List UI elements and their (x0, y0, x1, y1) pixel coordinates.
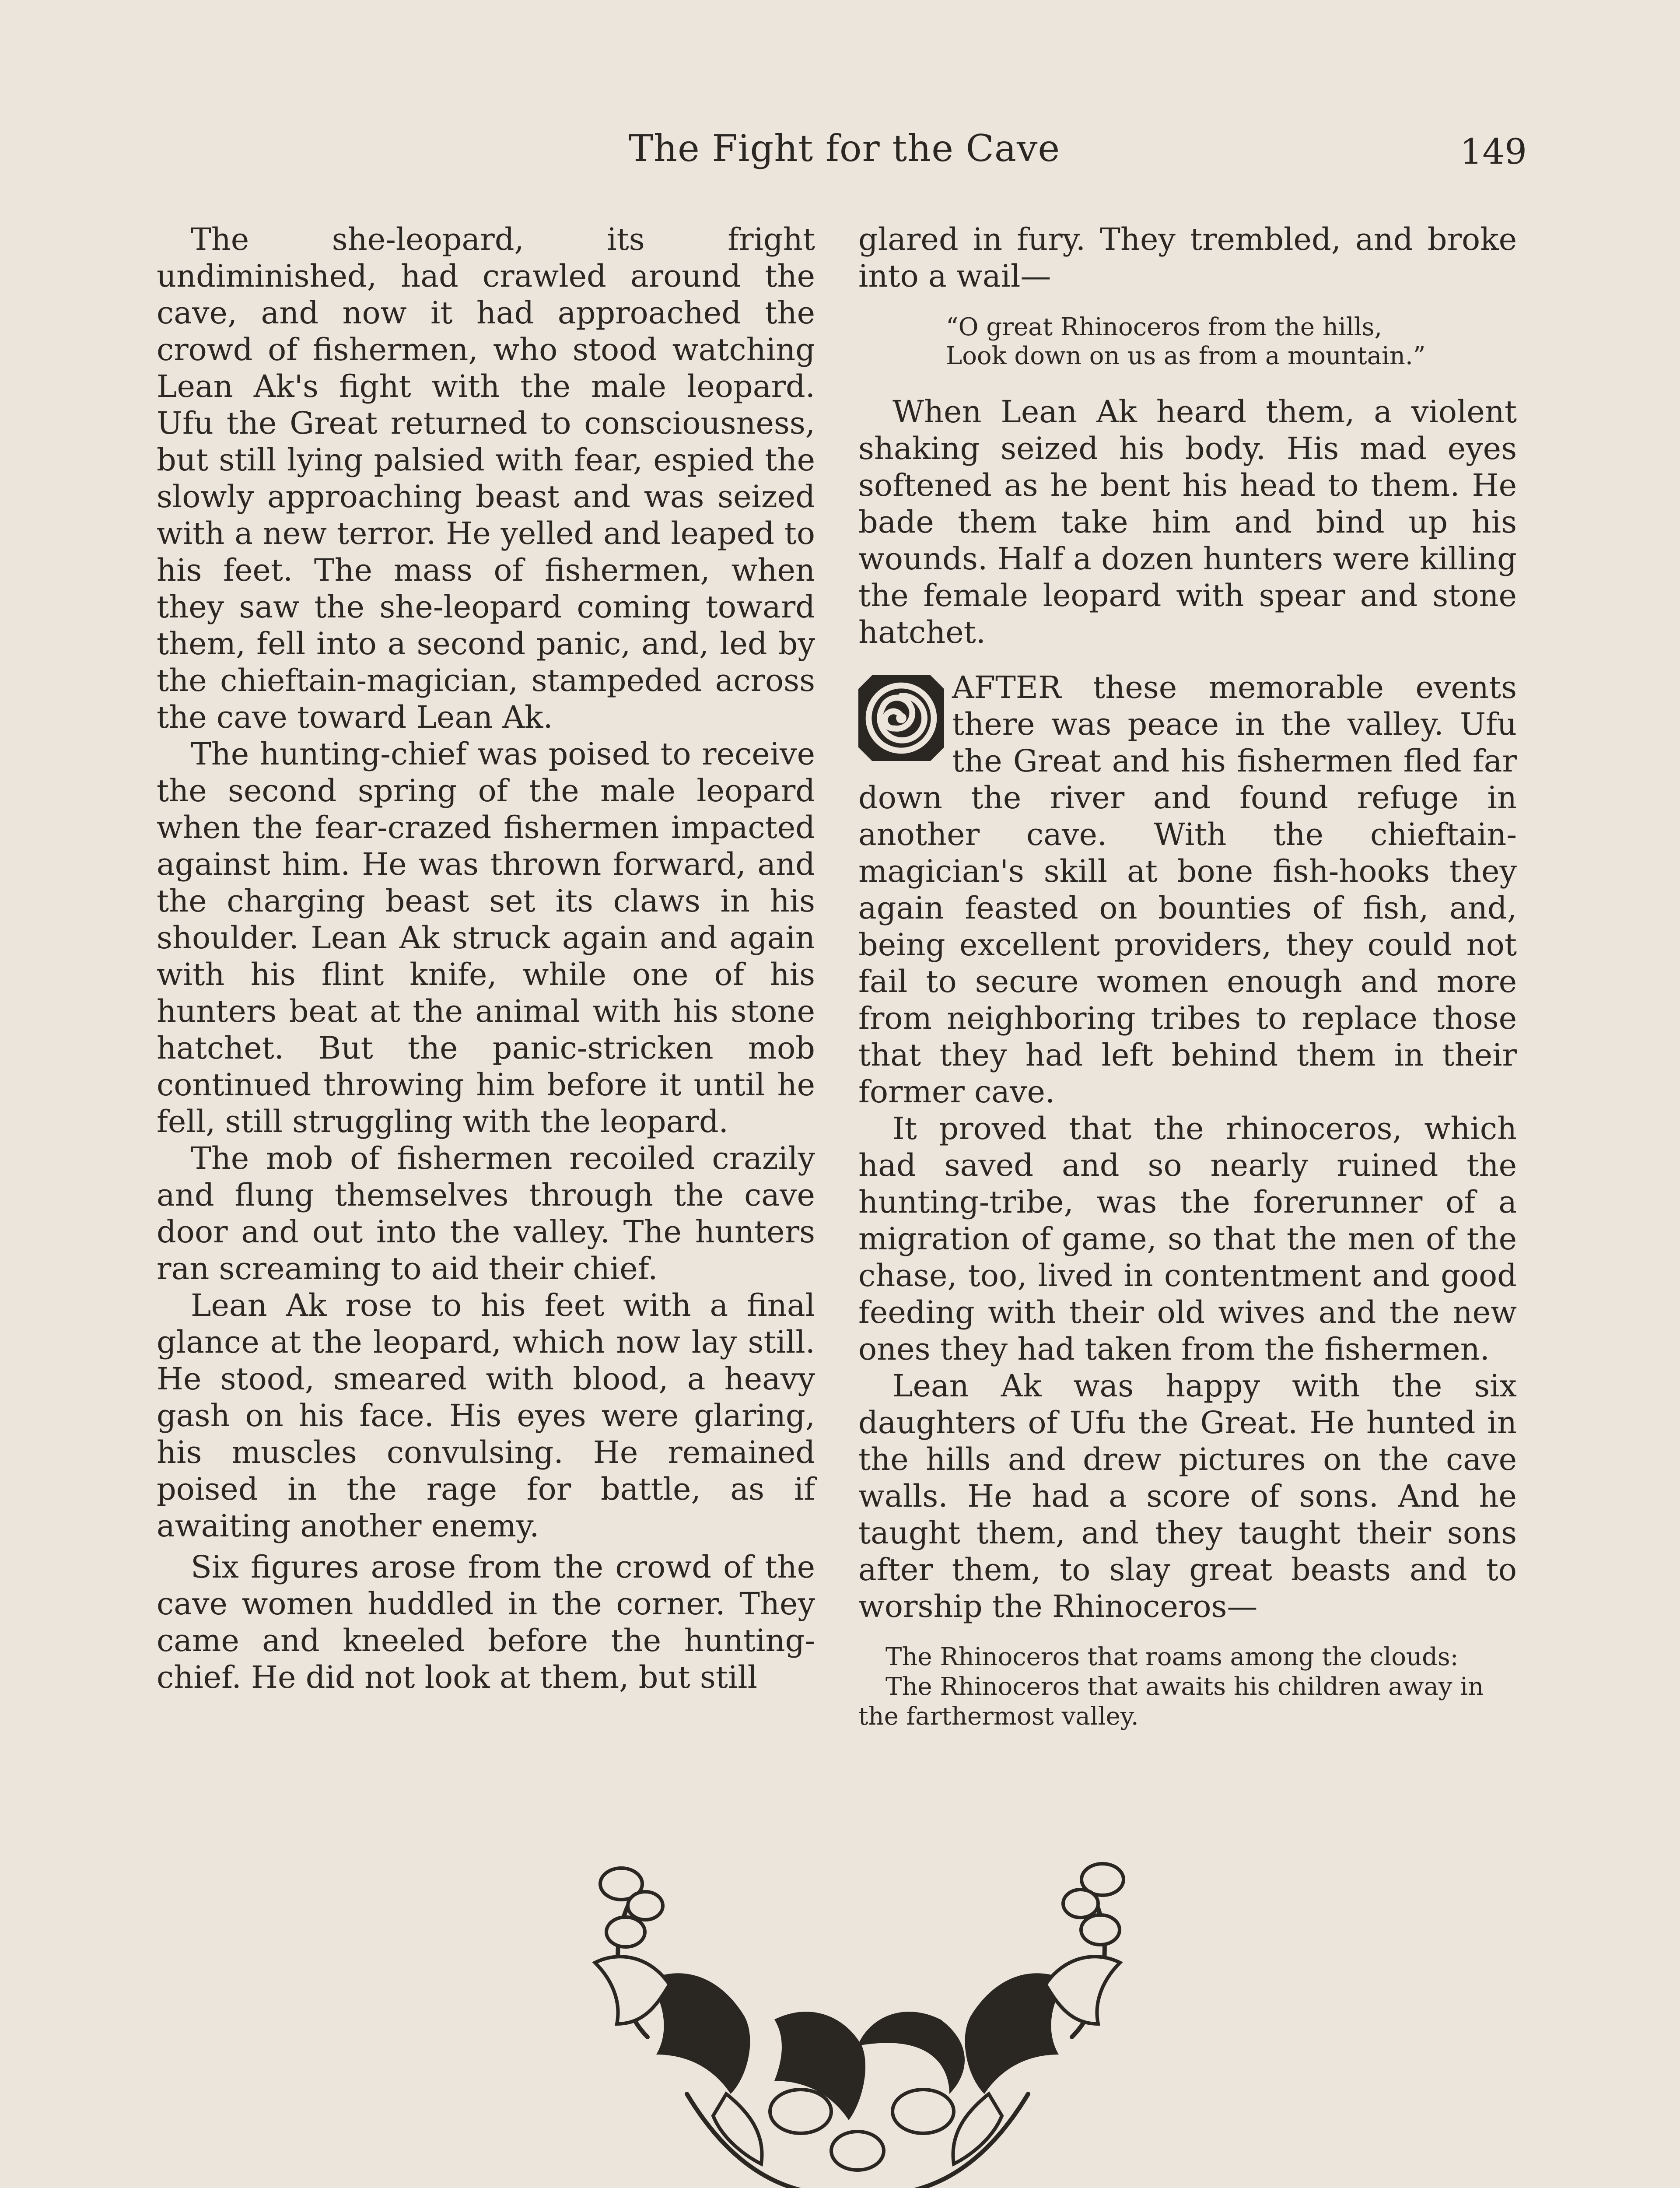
verse-line: the farthermost valley. (858, 1702, 1139, 1731)
section-opening-word: AFTER (952, 670, 1061, 705)
paragraph: The she-leopard, its fright undiminished, had crawled around the cave, and now it had approached the crowd of fishermen, who stood watching Lean Ak's fight with the male leopard. Ufu the Great returned to consciousness, but still lying palsied with fear, espied the slowly approaching beast and was seized with a new terror. He yelled and leaped to his feet. The mass of fishermen, when they saw the she-leopard coming toward them, fell into a second panic, and, led by the chieftain-magician, stampeded across the cave toward Lean Ak. (157, 221, 815, 735)
ribbon-and-flowers-tailpiece-icon (556, 1849, 1159, 2188)
closing-verse (858, 1642, 1517, 1732)
paragraph: The hunting-chief was poised to receive the second spring of the male leopard when the fear-crazed fishermen impacted against him. He was thrown forward, and the charging beast set its claws in his shoulder. Lean Ak struck again and again with his flint knife, while one of his hunters beat at the animal with his stone hatchet. But the panic-stricken mob continued throwing him before it until he fell, still struggling with the leopard. (157, 736, 815, 1140)
paragraph: Lean Ak rose to his feet with a final glance at the leopard, which now lay still. He stood, smeared with blood, a heavy gash on his face. His eyes were glaring, his muscles convulsing. He remained poised in the rage for battle, as if awaiting another enemy. (157, 1287, 815, 1544)
running-title: The Fight for the Cave (628, 127, 1060, 170)
paragraph: It proved that the rhinoceros, which had saved and so nearly ruined the hunting-tribe, was the forerunner of a migration of game, so that the men of the chase, too, lived in contentment and good feeding with their old wives and the new ones they had taken from the fishermen. (858, 1111, 1517, 1367)
section-paragraph-text: these memorable events there was peace in the valley. Ufu the Great and his fishermen fled far down the river and found refuge in another cave. With the chieftain-magician's skill at bone fish-hooks they again feasted on bounties of fish, and, being excellent providers, they could not fail to secure women enough and more from neighboring tribes to replace those that they had left behind them in their former cave. (858, 670, 1517, 1110)
paragraph: Lean Ak was happy with the six daughters of Ufu the Great. He hunted in the hills and drew pictures on the cave walls. He had a score of sons. And he taught them, and they taught their sons after them, to slay great beasts and to worship the Rhinoceros— (858, 1368, 1517, 1624)
left-column (157, 221, 815, 1696)
paragraph: The mob of fishermen recoiled crazily and flung themselves through the cave door and out into the valley. The hunters ran screaming to aid their chief. (157, 1140, 815, 1287)
paragraph: When Lean Ak heard them, a violent shaking seized his body. His mad eyes softened as he bent his head to them. He bade them take him and bind up his wounds. Half a dozen hunters were killing the female leopard with spear and stone hatchet. (858, 394, 1517, 650)
section-opening-paragraph (858, 669, 1517, 1110)
right-column (858, 221, 1517, 1732)
verse-line: “O great Rhinoceros from the hills, (946, 313, 1382, 341)
page-header (0, 127, 1680, 184)
verse-line: The Rhinoceros that awaits his children away in (886, 1673, 1484, 1701)
page-number: 149 (1460, 131, 1527, 172)
continued-paragraph: glared in fury. They trembled, and broke into a wail— (858, 221, 1517, 294)
verse-line: The Rhinoceros that roams among the clouds: (886, 1643, 1459, 1671)
verse-line: Look down on us as from a mountain.” (946, 342, 1426, 370)
spiral-ornament-icon (858, 675, 944, 761)
wail-verse (858, 313, 1517, 371)
paragraph: Six figures arose from the crowd of the cave women huddled in the corner. They came and kneeled before the hunting-chief. He did not look at them, but still (157, 1549, 815, 1695)
